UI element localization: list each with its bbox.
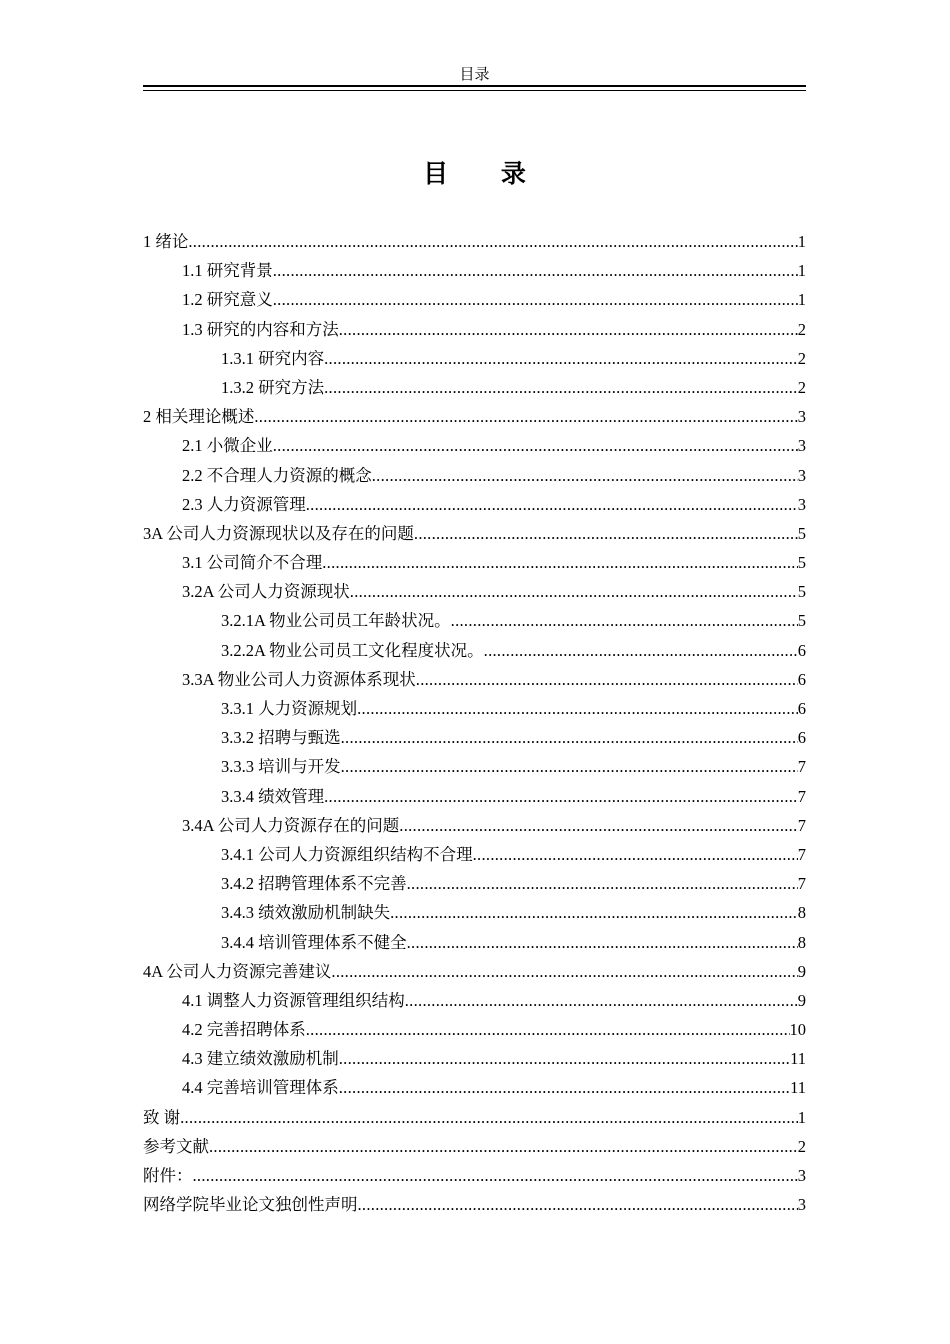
header-rule-thin [143,90,806,91]
toc-page-number: 1 [797,261,806,281]
toc-entry-title: 2.3 人力资源管理 [182,494,306,514]
toc-entry-title: 1.2 研究意义 [182,290,273,310]
toc-entry-title: 4A 公司人力资源完善建议 [143,961,332,981]
toc-entry[interactable] [143,869,806,898]
toc-entry-title: 4.4 完善培训管理体系 [182,1078,339,1098]
toc-entry[interactable] [143,431,806,460]
dot-leader [273,256,798,285]
toc-page-number: 5 [797,553,806,573]
toc-entry[interactable] [143,1015,806,1044]
dot-leader [358,1190,798,1219]
toc-entry-title: 致 谢 [143,1107,181,1127]
toc-entry-title: 3.2.1A 物业公司员工年龄状况。 [221,611,451,631]
toc-entry-title: 1.3 研究的内容和方法 [182,319,339,339]
toc-entry-title: 2 相关理论概述 [143,407,255,427]
toc-entry-title: 3.3.4 绩效管理 [221,786,325,806]
toc-entry-title: 3A 公司人力资源现状以及存在的问题 [143,523,414,543]
running-header: 目录 [459,67,490,83]
toc-entry-title: 3.2A 公司人力资源现状 [182,582,350,602]
toc-page-number: 3 [797,1166,806,1185]
dot-leader [473,840,798,869]
toc-page-number: 3 [797,465,806,485]
dot-leader [339,1073,790,1102]
dot-leader [306,1015,790,1044]
dot-leader [180,1103,798,1132]
dot-leader [414,519,798,548]
toc-entry[interactable] [143,1132,806,1161]
toc-page-number: 2 [797,319,806,339]
toc-entry-title: 3.4.2 招聘管理体系不完善 [221,874,407,894]
dot-leader [306,490,798,519]
table-of-contents [143,227,806,1219]
toc-entry[interactable] [143,315,806,344]
toc-entry-title: 3.3.1 人力资源规划 [221,699,358,718]
dot-leader [451,606,798,635]
toc-entry-title: 1.1 研究背景 [182,261,273,281]
toc-entry[interactable] [143,402,806,431]
toc-entry[interactable] [143,256,806,285]
toc-entry[interactable] [143,1073,806,1102]
toc-page-number: 8 [797,932,806,952]
toc-entry-title: 3.4.3 绩效激励机制缺失 [221,903,391,923]
dot-leader [407,869,798,898]
dot-leader [339,315,798,344]
toc-page-number: 2 [797,348,806,368]
toc-page-number: 1 [797,232,806,251]
toc-entry[interactable] [143,373,806,402]
toc-page-number: 7 [797,844,806,864]
dot-leader [209,1132,798,1161]
toc-entry-title: 4.1 调整人力资源管理组织结构 [182,990,405,1010]
toc-entry-title: 1 绪论 [143,232,189,251]
toc-entry-title: 3.4A 公司人力资源存在的问题 [182,815,400,835]
dot-leader [324,344,798,373]
toc-page-number: 5 [797,523,806,543]
toc-entry[interactable] [143,1044,806,1073]
dot-leader [484,636,798,665]
toc-entry-title: 3.3.2 招聘与甄选 [221,728,341,748]
toc-page-number: 5 [797,611,806,631]
toc-entry[interactable] [143,782,806,811]
toc-entry[interactable] [143,840,806,869]
toc-entry[interactable] [143,811,806,840]
toc-entry[interactable] [143,1190,806,1219]
toc-entry-title: 网络学院毕业论文独创性声明 [143,1195,358,1215]
toc-entry[interactable] [143,490,806,519]
toc-entry-title: 1.3.1 研究内容 [221,348,325,368]
dot-leader [188,227,797,256]
toc-entry-title: 4.3 建立绩效激励机制 [182,1049,339,1069]
toc-page-number: 11 [790,1078,806,1098]
toc-entry-title: 1.3.2 研究方法 [221,377,325,397]
toc-page-number: 6 [797,728,806,748]
toc-entry[interactable] [143,898,806,927]
toc-entry-title: 附件： [143,1166,193,1185]
dot-leader [407,928,798,957]
toc-page-number: 7 [797,815,806,835]
toc-page-number: 5 [797,582,806,602]
toc-entry[interactable] [143,957,806,986]
toc-page-number: 3 [797,494,806,514]
toc-entry-title: 3.3.3 培训与开发 [221,757,341,777]
toc-entry[interactable] [143,227,806,256]
toc-page-number: 1 [797,1107,806,1127]
dot-leader [357,694,798,723]
toc-entry-title: 4.2 完善招聘体系 [182,1020,306,1040]
toc-entry[interactable] [143,577,806,606]
dot-leader [193,1161,798,1190]
toc-entry[interactable] [143,986,806,1015]
dot-leader [339,1044,790,1073]
toc-page-number: 2 [797,1136,806,1156]
toc-entry-title: 参考文献 [143,1136,209,1156]
dot-leader [273,431,798,460]
toc-entry[interactable] [143,928,806,957]
toc-page-number: 8 [797,903,806,923]
toc-entry[interactable] [143,285,806,314]
toc-entry[interactable] [143,548,806,577]
toc-page-number: 6 [797,669,806,689]
toc-entry-title: 2.1 小微企业 [182,436,273,456]
toc-page-number: 7 [797,874,806,894]
toc-page-number: 6 [797,699,806,718]
toc-page-number: 9 [797,990,806,1010]
dot-leader [372,461,798,490]
header-rule-thick [143,85,806,87]
dot-leader [254,402,797,431]
toc-entry-title: 2.2 不合理人力资源的概念 [182,465,372,485]
toc-page-number: 6 [797,640,806,660]
toc-entry[interactable] [143,1103,806,1132]
page-title: 目 录 [423,159,548,188]
toc-entry[interactable] [143,723,806,752]
dot-leader [322,548,798,577]
toc-entry-title: 3.1 公司简介不合理 [182,553,323,573]
toc-page-number: 2 [797,377,806,397]
toc-entry-title: 3.3A 物业公司人力资源体系现状 [182,669,416,689]
dot-leader [331,957,797,986]
toc-page-number: 9 [797,961,806,981]
dot-leader [390,898,798,927]
toc-page-number: 11 [790,1049,806,1069]
dot-leader [399,811,797,840]
toc-entry[interactable] [143,461,806,490]
toc-page-number: 7 [797,786,806,806]
dot-leader [324,373,798,402]
dot-leader [341,752,798,781]
dot-leader [341,723,798,752]
toc-entry[interactable] [143,665,806,694]
toc-page-number: 3 [797,407,806,427]
toc-entry[interactable] [143,606,806,635]
toc-entry[interactable] [143,344,806,373]
toc-entry-title: 3.4.4 培训管理体系不健全 [221,932,407,952]
toc-page-number: 1 [797,290,806,310]
dot-leader [350,577,798,606]
dot-leader [405,986,798,1015]
toc-page-number: 7 [797,757,806,777]
toc-entry-title: 3.4.1 公司人力资源组织结构不合理 [221,844,473,864]
dot-leader [273,285,798,314]
dot-leader [324,782,798,811]
toc-page-number: 3 [797,436,806,456]
dot-leader [416,665,798,694]
toc-entry[interactable] [143,1161,806,1190]
toc-entry[interactable] [143,752,806,781]
toc-entry[interactable] [143,636,806,665]
toc-page-number: 3 [797,1195,806,1215]
toc-entry[interactable] [143,519,806,548]
toc-entry-title: 3.2.2A 物业公司员工文化程度状况。 [221,640,484,660]
toc-page-number: 10 [789,1020,806,1040]
toc-entry[interactable] [143,694,806,723]
